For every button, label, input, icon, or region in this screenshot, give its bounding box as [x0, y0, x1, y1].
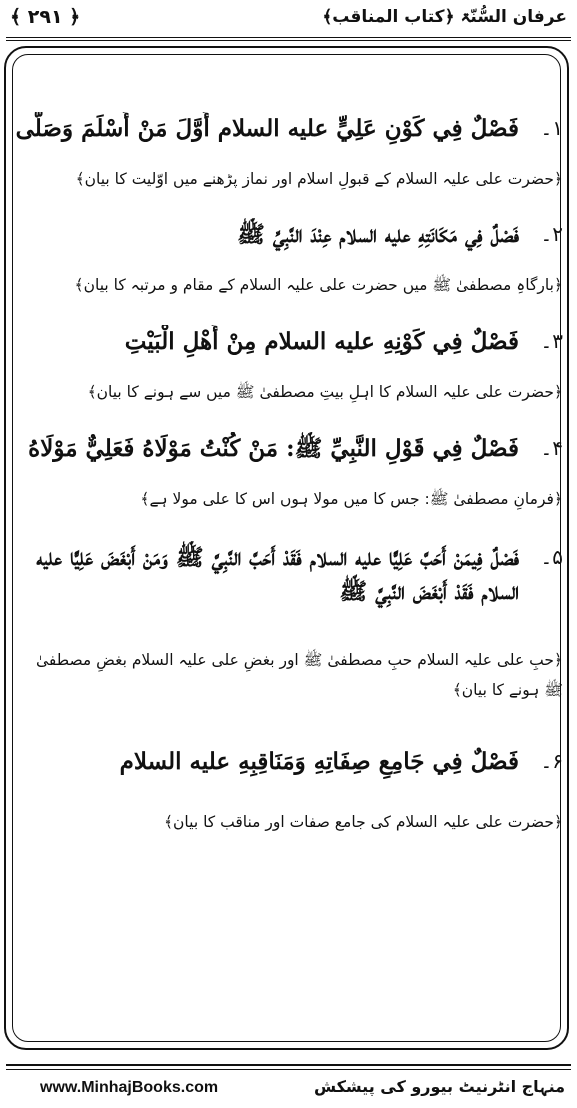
header-rule	[6, 37, 571, 38]
urdu-subheading: ﴿حضرت علی علیہ السلام کے قبولِ اسلام اور نماز پڑھنے میں اوّلیت کا بیان﴾	[75, 170, 563, 188]
arabic-heading: فَصْلٌ فِي كَوْنِ عَلِيٍّ عليه السلام أَوَّلَ مَنْ أَسْلَمَ وَصَلَّى	[15, 115, 519, 142]
arabic-heading: فَصْلٌ فِي مَكَانَتِهِ عليه السلام عِنْدَ النَّبِيِّ ﷺ	[237, 221, 519, 248]
urdu-subheading: ﴿بارگاہِ مصطفیٰ ﷺ میں حضرت علی علیہ السلام کے مقام و مرتبہ کا بیان﴾	[74, 276, 563, 294]
entry-number: ۱۔	[540, 116, 563, 140]
urdu-subheading: ﴿فرمانِ مصطفیٰ ﷺ: جس کا میں مولا ہوں اس کا علی مولا ہے﴾	[140, 490, 563, 508]
entry-number: ۳۔	[540, 329, 563, 353]
header-rule	[6, 40, 571, 41]
running-title: عرفان السُّنّۃ ﴿کتاب المناقب﴾	[322, 7, 567, 27]
footer-rule	[6, 1064, 571, 1066]
entry-number: ۴۔	[540, 436, 563, 460]
page-number: ﴿ ۲۹۱ ﴾	[10, 6, 81, 28]
arabic-heading: فَصْلٌ فِي قَوْلِ النَّبِيِّ ﷺ: مَنْ كُنْتُ مَوْلَاهُ فَعَلِيٌّ مَوْلَاهُ	[28, 435, 519, 462]
page-header	[0, 0, 577, 36]
website-link[interactable]: www.MinhajBooks.com	[40, 1079, 219, 1096]
publisher-credit: منہاج انٹرنیٹ بیورو کی پیشکش	[313, 1077, 565, 1096]
urdu-subheading: ﴿حبِ علی علیہ السلام حبِ مصطفیٰ ﷺ اور بغضِ علی علیہ السلام بغضِ مصطفیٰ ﷺ ہونے کا بیان﴾	[35, 651, 563, 699]
footer-rule	[6, 1069, 571, 1070]
arabic-heading: فَصْلٌ فِي كَوْنِهِ عليه السلام مِنْ أَهْلِ الْبَيْتِ	[124, 328, 519, 355]
entry-number: ۵۔	[540, 545, 563, 569]
urdu-subheading: ﴿حضرت علی علیہ السلام کی جامع صفات اور مناقب کا بیان﴾	[163, 813, 563, 831]
arabic-heading: فَصْلٌ فِيمَنْ أَحَبَّ عَلِيًّا عليه السلام فَقَدْ أَحَبَّ النَّبِيَّ ﷺ وَمَنْ أَبْغَضَ عَلِيًّا عليه السلام فَقَدْ أَبْغَضَ النَّبِيَّ ﷺ	[36, 544, 519, 605]
entry-number: ۲۔	[540, 222, 563, 246]
entry-number: ۶۔	[540, 749, 563, 773]
urdu-subheading: ﴿حضرت علی علیہ السلام کا اہلِ بیتِ مصطفیٰ ﷺ میں سے ہونے کا بیان﴾	[87, 383, 563, 401]
arabic-heading: فَصْلٌ فِي جَامِعِ صِفَاتِهِ وَمَنَاقِبِهِ عليه السلام	[119, 748, 519, 775]
